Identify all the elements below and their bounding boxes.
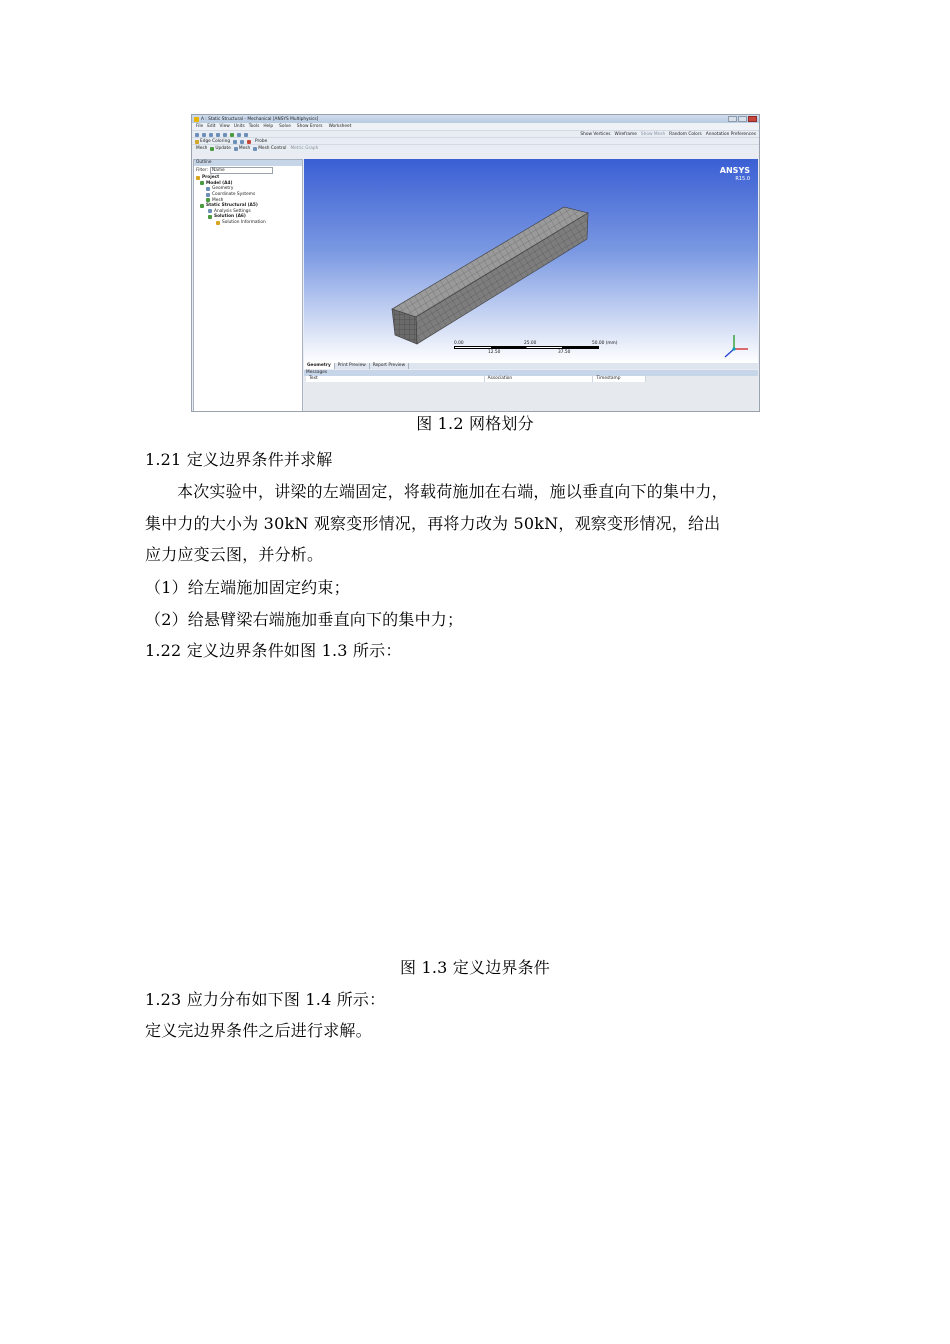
menu-edit[interactable]: Edit bbox=[207, 124, 216, 129]
edge-coloring-button[interactable]: Edge Coloring bbox=[200, 139, 231, 144]
select-icon[interactable] bbox=[195, 133, 199, 137]
scale-tick-label: 25.00 bbox=[524, 341, 537, 346]
edge-coloring-icon bbox=[195, 140, 199, 144]
outline-panel bbox=[193, 159, 303, 412]
scale-tick-label: 0.00 bbox=[454, 341, 464, 346]
tree-item-solution-information[interactable] bbox=[194, 220, 302, 226]
menu-units[interactable]: Units bbox=[233, 124, 245, 129]
step-1: （1）给左端施加固定约束； bbox=[145, 578, 350, 597]
static-structural-icon bbox=[200, 204, 204, 208]
ansys-logo bbox=[720, 167, 750, 183]
view-tabs bbox=[304, 363, 758, 369]
tree-item-label: Coordinate Systems bbox=[212, 192, 256, 198]
window-controls bbox=[728, 116, 757, 122]
messages-col-association[interactable]: Association bbox=[485, 376, 594, 382]
filter-label: Filter: bbox=[196, 167, 209, 173]
rotate-icon[interactable] bbox=[202, 133, 206, 137]
project-icon bbox=[196, 176, 200, 180]
menu-tools[interactable]: Tools bbox=[248, 124, 260, 129]
window-title: A : Static Structural - Mechanical [ANSYS Multiphysics] bbox=[201, 116, 319, 122]
view-icon[interactable] bbox=[237, 133, 241, 137]
metric-graph-button[interactable]: Metric Graph bbox=[290, 146, 319, 151]
model-icon bbox=[200, 181, 204, 185]
show-mesh-button[interactable]: Show Mesh bbox=[640, 132, 666, 137]
worksheet-button[interactable]: Worksheet bbox=[328, 124, 352, 129]
outline-title: Outline bbox=[194, 160, 302, 166]
wireframe-button[interactable]: Wireframe bbox=[614, 132, 637, 137]
minimize-button[interactable] bbox=[728, 116, 737, 122]
section-1-22-heading: 1.22 定义边界条件如图 1.3 所示： bbox=[145, 641, 402, 660]
show-vertices-button[interactable]: Show Vertices bbox=[580, 132, 611, 137]
paragraph-line: 本次实验中，讲梁的左端固定，将载荷施加在右端，施以垂直向下的集中力， bbox=[177, 482, 728, 501]
step-2: （2）给悬臂梁右端施加垂直向下的集中力； bbox=[145, 610, 464, 629]
meshed-beam bbox=[304, 159, 758, 363]
tree-item-label: Project bbox=[202, 175, 220, 181]
tree-item-label: Solution Information bbox=[222, 220, 266, 226]
edge-thickness-icon[interactable] bbox=[240, 140, 244, 144]
scale-tick-label: 37.50 bbox=[558, 350, 571, 355]
tree-item-label: Analysis Settings bbox=[214, 208, 251, 214]
edge-style-icon[interactable] bbox=[233, 140, 237, 144]
scale-bar-graphic bbox=[454, 346, 599, 349]
analysis-settings-icon bbox=[208, 209, 212, 213]
outline-filter bbox=[196, 167, 300, 173]
messages-col-timestamp[interactable]: Timestamp bbox=[593, 376, 646, 382]
mesh-context-label: Mesh bbox=[196, 146, 208, 151]
solution-information-icon bbox=[216, 221, 220, 225]
menu-bar bbox=[192, 123, 759, 130]
zoom-icon[interactable] bbox=[216, 133, 220, 137]
window-titlebar bbox=[192, 115, 759, 123]
annotation-preferences-button[interactable]: Annotation Preferences bbox=[705, 132, 756, 137]
close-button[interactable] bbox=[748, 116, 757, 122]
solve-button[interactable]: Solve bbox=[279, 124, 291, 129]
figure-1-2-caption: 图 1.2 网格划分 bbox=[416, 414, 534, 433]
geometry-icon bbox=[206, 187, 210, 191]
maximize-button[interactable] bbox=[738, 116, 747, 122]
tree-item-label: Geometry bbox=[212, 186, 234, 192]
figure-1-3-caption: 图 1.3 定义边界条件 bbox=[399, 958, 551, 977]
tree-item-label: Mesh bbox=[212, 197, 224, 203]
update-button[interactable]: Update bbox=[215, 146, 231, 151]
random-colors-button[interactable]: Random Colors bbox=[669, 132, 702, 137]
zoom-fit-icon[interactable] bbox=[223, 133, 227, 137]
scale-tick-label: 12.50 bbox=[488, 350, 501, 355]
menu-view[interactable]: View bbox=[219, 124, 230, 129]
outline-tree bbox=[194, 175, 302, 225]
probe-button[interactable]: Probe bbox=[255, 139, 268, 144]
paragraph-line: 定义完边界条件之后进行求解。 bbox=[145, 1021, 372, 1040]
tree-item-label: Static Structural (A5) bbox=[206, 203, 258, 209]
tab-report-preview[interactable]: Report Preview bbox=[370, 363, 409, 369]
mesh-icon bbox=[206, 198, 210, 202]
paragraph-line: 集中力的大小为 30kN 观察变形情况，再将力改为 50kN，观察变形情况，给出 bbox=[145, 514, 721, 533]
mesh-dropdown[interactable]: Mesh bbox=[238, 146, 251, 151]
messages-title: Messages bbox=[304, 370, 758, 376]
pan-icon[interactable] bbox=[209, 133, 213, 137]
tree-item-label: Model (A4) bbox=[206, 180, 233, 186]
isometric-icon[interactable] bbox=[244, 133, 248, 137]
beam-top-face bbox=[392, 207, 588, 317]
scale-tick-label: 50.00 (mm) bbox=[592, 341, 618, 346]
graphics-viewport[interactable] bbox=[304, 159, 758, 363]
menu-file[interactable]: File bbox=[196, 124, 204, 129]
section-1-23-heading: 1.23 应力分布如下图 1.4 所示： bbox=[145, 990, 386, 1009]
mesh-control-icon bbox=[253, 147, 257, 151]
triad-icon bbox=[725, 335, 748, 357]
ansys-screenshot bbox=[191, 114, 760, 412]
update-icon bbox=[210, 147, 214, 151]
mesh-toolbar bbox=[192, 144, 759, 152]
messages-col-text[interactable]: Text bbox=[306, 376, 485, 382]
box-zoom-icon[interactable] bbox=[230, 133, 234, 137]
paragraph-line: 应力应变云图，并分析。 bbox=[145, 545, 324, 564]
scale-bar bbox=[454, 341, 618, 355]
tab-geometry[interactable]: Geometry bbox=[304, 363, 335, 369]
coordinate-systems-icon bbox=[206, 193, 210, 197]
show-errors-button[interactable]: Show Errors bbox=[296, 124, 323, 129]
mesh-control-dropdown[interactable]: Mesh Control bbox=[258, 146, 287, 151]
solution-icon bbox=[208, 215, 212, 219]
ansys-app-icon bbox=[194, 117, 199, 122]
ansys-version: R15.0 bbox=[735, 176, 750, 182]
ansys-brand: ANSYS bbox=[719, 166, 750, 175]
menu-help[interactable]: Help bbox=[263, 124, 274, 129]
section-1-21-heading: 1.21 定义边界条件并求解 bbox=[145, 450, 333, 469]
tab-print-preview[interactable]: Print Preview bbox=[335, 363, 370, 369]
messages-header bbox=[306, 376, 646, 382]
messages-panel bbox=[304, 370, 758, 411]
beam-side-face bbox=[416, 213, 588, 344]
tree-item-label: Solution (A6) bbox=[214, 214, 246, 220]
probe-icon[interactable] bbox=[247, 140, 251, 144]
filter-dropdown[interactable]: Name bbox=[210, 167, 273, 174]
mesh-icon bbox=[234, 147, 238, 151]
